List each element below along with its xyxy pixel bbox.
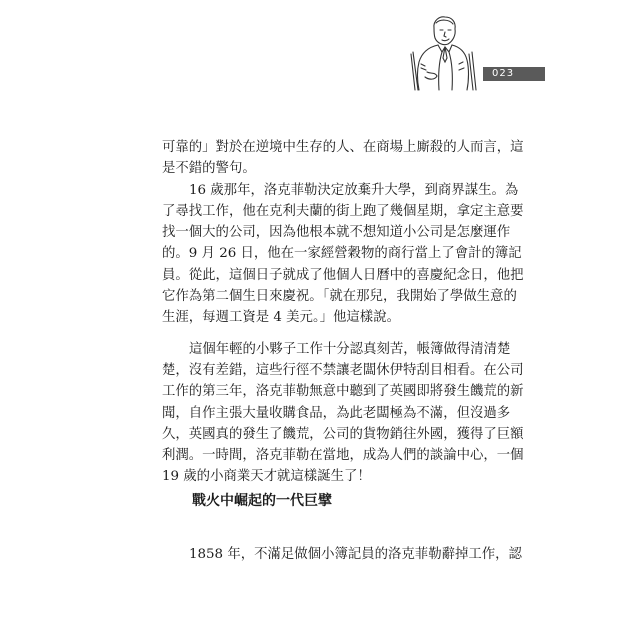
- text-line: 它作為第二個生日來慶祝。「就在那兒，我開始了學做生意的: [162, 289, 517, 305]
- text-line: 楚，沒有差錯，這些行徑不禁讓老闆休伊特刮目相看。在公司: [162, 362, 524, 378]
- page-number: 023: [492, 68, 515, 79]
- text-line: 16 歲那年，洛克菲勒決定放棄升大學，到商界謀生。為: [189, 182, 519, 198]
- text-line: 了尋找工作，他在克利夫蘭的街上跑了幾個星期，拿定主意要: [162, 203, 524, 219]
- text-line: 可靠的」對於在逆境中生存的人、在商場上廝殺的人而言，這: [162, 140, 524, 155]
- text-line: 這個年輕的小夥子工作十分認真刻苦，帳簿做得清清楚: [189, 341, 511, 357]
- text-line: 的。9 月 26 日，他在一家經營穀物的商行當上了會計的簿記: [162, 246, 522, 262]
- text-line: 19 歲的小商業天才就這樣誕生了！: [162, 469, 371, 485]
- body-text: [162, 137, 524, 488]
- text-line: 員。從此，這個日子就成了他個人日曆中的喜慶紀念日，他把: [162, 267, 524, 283]
- text-line: 生涯，每週工資是 4 美元。」他這樣說。: [162, 310, 400, 326]
- text-line: 1858 年，不滿足做個小簿記員的洛克菲勒辭掉工作，認: [189, 547, 522, 563]
- page-number-tab: [483, 67, 545, 81]
- text-line: 聞，自作主張大量收購食品，為此老闆極為不滿，但沒過多: [162, 405, 511, 421]
- text-line: 是不錯的警句。: [162, 161, 256, 177]
- text-line: 找一個大的公司，因為他根本就不想知道小公司是怎麼運作: [162, 225, 511, 241]
- text-line: 利潤。一時間，洛克菲勒在當地，成為人們的談論中心，一個: [162, 448, 524, 464]
- text-line: 久，英國真的發生了饑荒，公司的貨物銷往外國，獲得了巨額: [162, 426, 524, 442]
- text-line: 工作的第三年，洛克菲勒無意中聽到了英國即將發生饑荒的新: [162, 384, 524, 400]
- portrait-sketch-icon: [407, 14, 479, 92]
- section-heading: 戰火中崛起的一代巨擘: [192, 493, 332, 509]
